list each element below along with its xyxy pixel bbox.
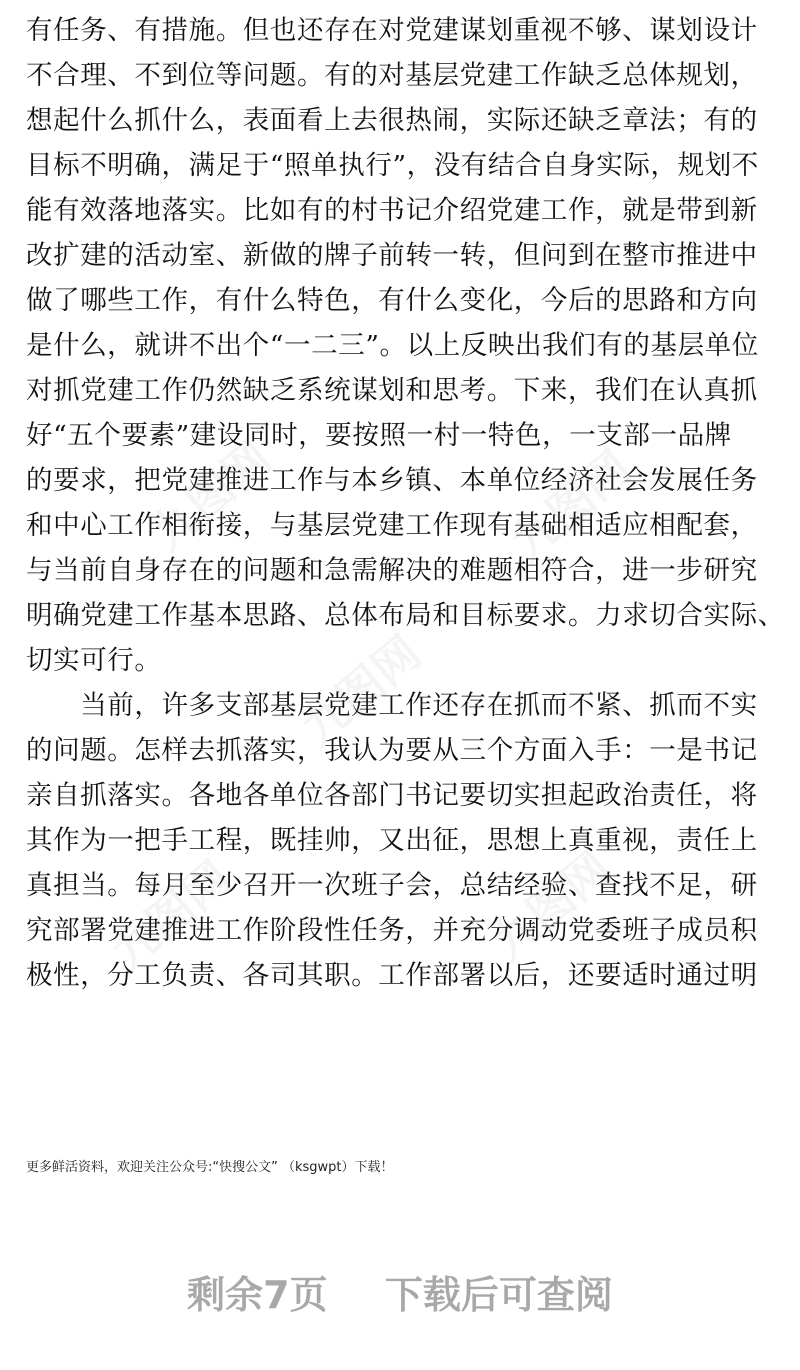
text-line: 和中心工作相衔接，与基层党建工作现有基础相适应相配套， [26,510,758,541]
watermark: 九图网 [500,440,642,571]
text-line: 目标不明确，满足于“照单执行”，没有结合自身实际，规划不 [26,150,759,181]
text-line: 究部署党建推进工作阶段性任务，并充分调动党委班子成员积 [26,915,758,946]
text-line: 对抓党建工作仍然缺乏系统谋划和思考。下来，我们在认真抓 [26,375,758,406]
text-line: 明确党建工作基本思路、总体布局和目标要求。力求切合实际、 [26,600,785,631]
text-line: 与当前自身存在的问题和急需解决的难题相符合，进一步研究 [26,555,758,586]
text-line: 想起什么抓什么，表面看上去很热闹，实际还缺乏章法；有的 [26,105,758,136]
text-line: 极性，分工负责、各司其职。工作部署以后，还要适时通过明 [26,960,758,991]
text-line: 其作为一把手工程，既挂帅，又出征，思想上真重视，责任上 [26,825,758,856]
text-line: 改扩建的活动室、新做的牌子前转一转，但问到在整市推进中 [26,240,758,271]
text-line: 的要求，把党建推进工作与本乡镇、本单位经济社会发展任务 [26,465,758,496]
footer-note: 更多鲜活资料，欢迎关注公众号:“快搜公文” （ksgwpt）下载！ [26,1160,394,1175]
text-line: 做了哪些工作，有什么特色，有什么变化，今后的思路和方向 [26,285,758,316]
text-line: 真担当。每月至少召开一次班子会，总结经验、查找不足，研 [26,870,758,901]
remaining-pages-banner[interactable] [0,1264,800,1319]
text-line: 当前，许多支部基层党建工作还存在抓而不紧、抓而不实 [26,690,758,721]
text-line: 切实可行。 [26,645,162,676]
watermark: 九图网 [100,850,242,981]
watermark: 九图网 [140,430,282,561]
text-line: 有任务、有措施。但也还存在对党建谋划重视不够、谋划设计 [26,15,758,46]
text-line: 好“五个要素”建设同时，要按照一村一特色，一支部一品牌 [26,420,732,451]
watermark: 九图网 [480,840,622,971]
text-line: 不合理、不到位等问题。有的对基层党建工作缺乏总体规划， [26,60,758,91]
text-line: 是什么，就讲不出个“一二三”。以上反映出我们有的基层单位 [26,330,759,361]
text-line: 能有效落地落实。比如有的村书记介绍党建工作，就是带到新 [26,195,758,226]
remaining-pages-label: 剩余7页 [187,1273,328,1317]
text-line: 的问题。怎样去抓落实，我认为要从三个方面入手：一是书记 [26,735,758,766]
text-line: 亲自抓落实。各地各单位各部门书记要切实担起政治责任，将 [26,780,758,811]
watermark: 九图网 [290,625,432,756]
download-hint-label: 下载后可查阅 [384,1273,613,1317]
